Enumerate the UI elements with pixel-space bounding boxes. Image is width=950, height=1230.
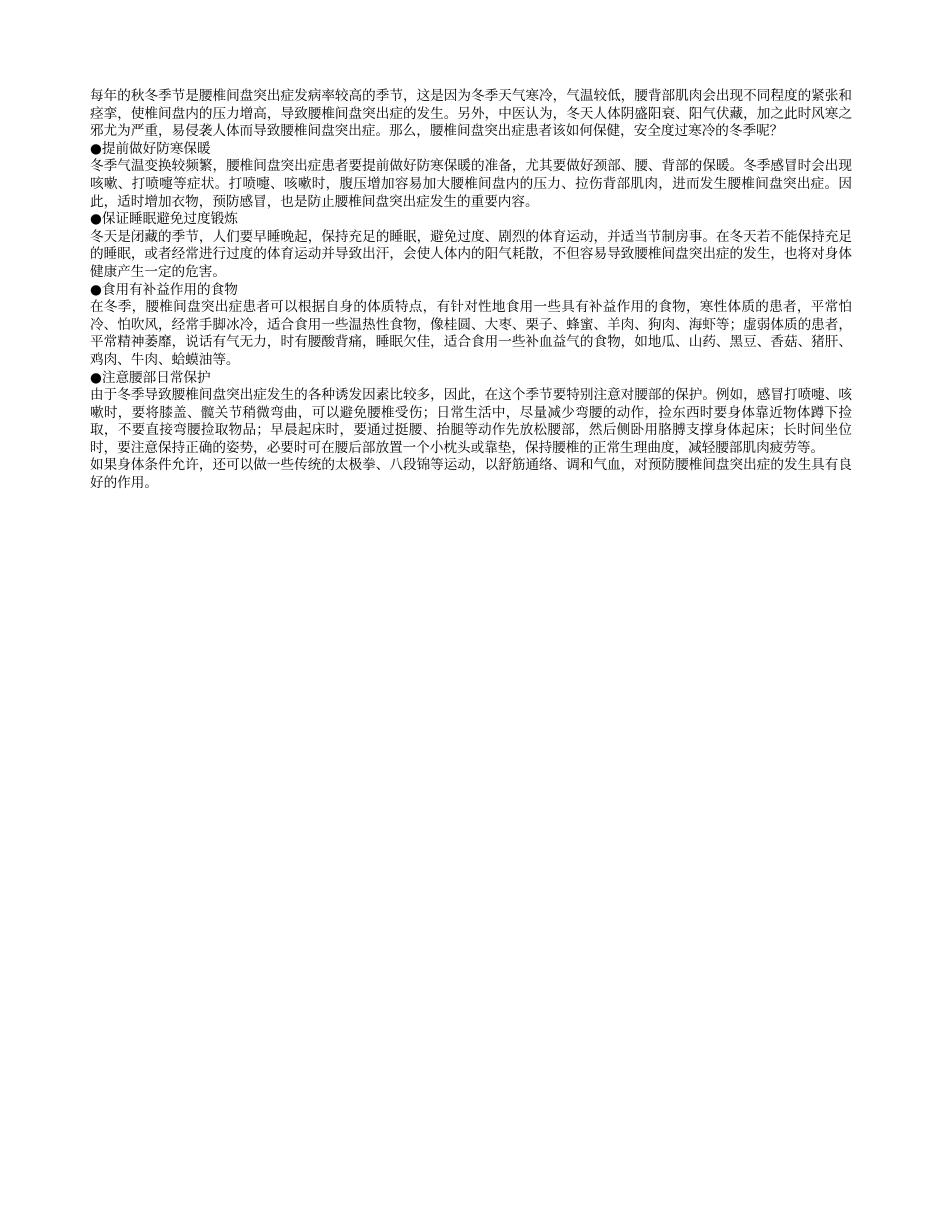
intro-paragraph: 每年的秋冬季节是腰椎间盘突出症发病率较高的季节，这是因为冬季天气寒冷，气温较低，腰背部肌肉会出现不同程度的紧张和痉挛，使椎间盘内的压力增高，导致腰椎间盘突出症的发生。另外，中医认为，冬天人体阴盛阳衰、阳气伏藏，加之此时风寒之邪尤为严重，易侵袭人体而导致腰椎间盘突出症。那么，腰椎间盘突出症患者该如何保健，安全度过寒冷的冬季呢？	[90, 88, 852, 140]
section-body-food: 在冬季，腰椎间盘突出症患者可以根据自身的体质特点，有针对性地食用一些具有补益作用的食物，寒性体质的患者，平常怕冷、怕吹风，经常手脚冰冷，适合食用一些温热性食物，像桂圆、大枣、栗子、蜂蜜、羊肉、狗肉、海虾等；虚弱体质的患者，平常精神萎靡，说话有气无力，时有腰酸背痛，睡眠欠佳，适合食用一些补血益气的食物，如地瓜、山药、黑豆、香菇、猪肝、鸡肉、牛肉、蛤蟆油等。	[90, 299, 852, 368]
section-heading-waist-care: ●注意腰部日常保护	[90, 369, 211, 386]
section-body-sleep: 冬天是闭藏的季节，人们要早睡晚起，保持充足的睡眠，避免过度、剧烈的体育运动，并适当节制房事。在冬天若不能保持充足的睡眠，或者经常进行过度的体育运动并导致出汗，会使人体内的阳气耗散，不但容易导致腰椎间盘突出症的发生，也将对身体健康产生一定的危害。	[90, 228, 852, 280]
section-heading-warmth: ●提前做好防寒保暖	[90, 140, 211, 157]
section-heading-sleep: ●保证睡眠避免过度锻炼	[90, 211, 238, 228]
document-body	[90, 88, 852, 493]
section-body-waist-care: 由于冬季导致腰椎间盘突出症发生的各种诱发因素比较多，因此，在这个季节要特别注意对腰部的保护。例如，感冒打喷嚏、咳嗽时，要将膝盖、髋关节稍微弯曲，可以避免腰椎受伤；日常生活中，尽量减少弯腰的动作，捡东西时要身体靠近物体蹲下捡取，不要直接弯腰捡取物品；早晨起床时，要通过挺腰、抬腿等动作先放松腰部，然后侧卧用胳膊支撑身体起床；长时间坐位时，要注意保持正确的姿势，必要时可在腰后部放置一个小枕头或靠垫，保持腰椎的正常生理曲度，减轻腰部肌肉疲劳等。	[90, 387, 852, 456]
section-heading-food: ●食用有补益作用的食物	[90, 281, 238, 298]
section-body-warmth: 冬季气温变换较频繁，腰椎间盘突出症患者要提前做好防寒保暖的准备，尤其要做好颈部、腰、背部的保暖。冬季感冒时会出现咳嗽、打喷嚏等症状。打喷嚏、咳嗽时，腹压增加容易加大腰椎间盘内的压力、拉伤背部肌肉，进而发生腰椎间盘突出症。因此，适时增加衣物，预防感冒，也是防止腰椎间盘突出症发生的重要内容。	[90, 158, 852, 210]
closing-paragraph: 如果身体条件允许，还可以做一些传统的太极拳、八段锦等运动，以舒筋通络、调和气血，对预防腰椎间盘突出症的发生具有良好的作用。	[90, 457, 852, 492]
